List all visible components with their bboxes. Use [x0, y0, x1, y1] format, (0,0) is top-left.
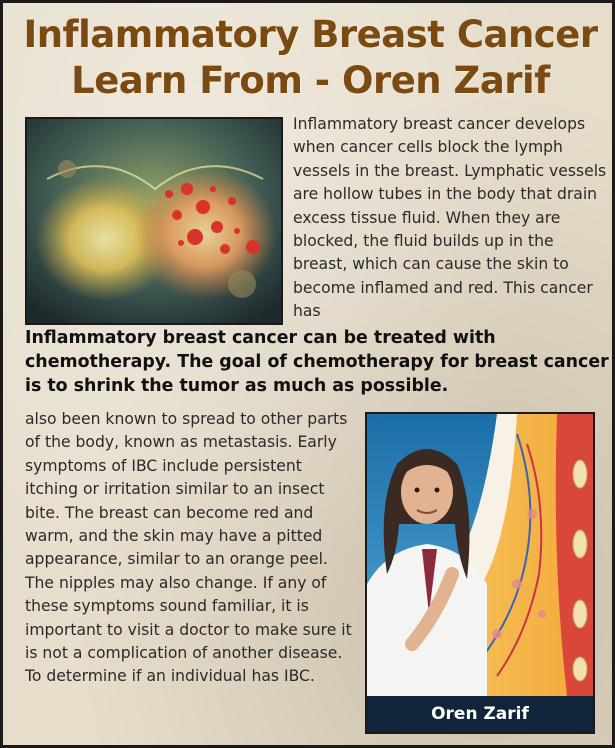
- breast-cancer-illustration: [25, 117, 283, 325]
- paragraph-bottom: also been known to spread to other parts of the body, known as metastasis. Early symptoms of IBC include persistent itching or irritation similar to an insect bite. The breast can become red and warm, and the skin may have a pitted appearance, similar to an orange peel. The nipples may also change. If any of these symptoms sound familiar, it is important to visit a doctor to make sure it is not a complication of another disease. To determine if an individual has IBC.: [25, 410, 352, 686]
- paragraph-top: Inflammatory breast cancer develops when cancer cells block the lymph vessels in the breast. Lymphatic vessels are hollow tubes in the body that drain excess tissue fluid. When they are blocked, the fluid builds up in the breast, which can cause the skin to become inflamed and red. This cancer has: [293, 115, 607, 321]
- title-line-2: Learn From - Oren Zarif: [71, 59, 550, 102]
- portrait-caption: Oren Zarif: [367, 696, 593, 732]
- title-line-1: Inflammatory Breast Cancer: [23, 13, 598, 56]
- highlight-statement: Inflammatory breast cancer can be treated with chemotherapy. The goal of chemotherapy for breast cancer is to shrink the tumor as much as possible.: [25, 328, 609, 396]
- portrait-anatomy-image: [365, 412, 595, 734]
